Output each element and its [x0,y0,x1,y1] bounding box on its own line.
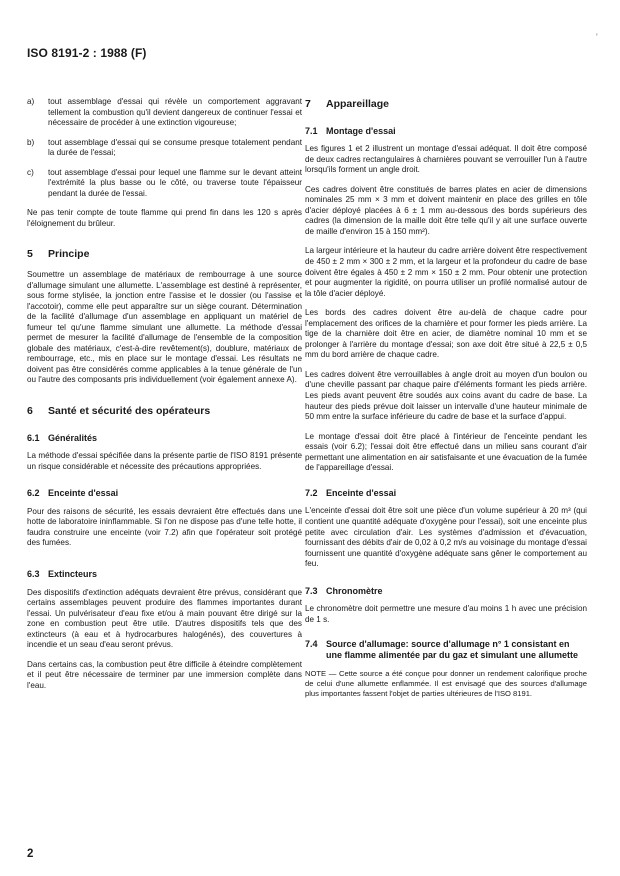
list-item-c: c) tout assemblage d'essai pour lequel une flamme sur le devant atteint l'extrémité la plus basse ou le côté, ou traverse toute l'épaisseur pendant la durée de l'essai. [27,167,302,198]
section-6-3-text-2: Dans certains cas, la combustion peut être difficile à éteindre complètement et il peut être nécessaire de terminer par une immersion complète dans l'eau. [27,659,302,690]
flame-note-paragraph: Ne pas tenir compte de toute flamme qui prend fin dans les 120 s après l'éloignement du brûleur. [27,208,302,228]
section-7-1-heading: 7.1 Montage d'essai [305,125,396,136]
section-6-1-heading: 6.1 Généralités [27,432,98,443]
section-7-3-text: Le chronomètre doit permettre une mesure d'au moins 1 h avec une précision de 1 s. [305,604,587,624]
section-6-3-text-1: Des dispositifs d'extinction adéquats devraient être prévus, considérant que certains assemblages peuvent produire des flammes importantes durant l'essai. Un pulvérisateur d'eau fixe et/ou à main pouvant être dirigé sur la zone en combustion peut être utile. D'autres dispositifs tels que des extincteurs (à eau et à hydrocarbures halogénés), des couvertures à incendie et un seau d'eau seront prévus. [27,587,302,650]
section-6-2-heading: 6.2 Enceinte d'essai [27,488,119,499]
section-7-heading: 7 Appareillage [305,98,390,110]
right-column [305,97,587,699]
list-item-b: b) tout assemblage d'essai qui se consume presque totalement pendant la durée de l'essai; [27,137,302,158]
section-5-heading: 5 Principe [27,248,90,261]
section-6-1-text: La méthode d'essai spécifiée dans la présente partie de l'ISO 8191 présente un risque considérable et nécessite des précautions appropriées. [27,451,302,471]
section-7-4-note: NOTE — Cette source a été conçue pour donner un rendement calorifique proche de celui d'une allumette enflammée. Il est envisagé que des sources d'allumage plus importantes fassent l'objet de parties ultérieures de l'ISO 8191. [305,669,587,698]
page-number: 2 [27,848,34,860]
section-7-1-para-6: Le montage d'essai doit être placé à l'intérieur de l'enceinte pendant les essais (voir 6.2); l'essai doit être effectué dans un milieu sans courant d'air permettant une alimentation en air satisfaisante et une évacuation de la fumée de l'appareillage d'essai. [305,431,587,473]
section-7-2-text: L'enceinte d'essai doit être soit une pièce d'un volume supérieur à 20 m³ (qui contient une quantité adéquate d'oxygène pour l'essai), soit une enceinte plus petite avec circulation d'air. Les systèmes d'admission et d'évacuation, fournissant des débits d'air de 0,02 à 0,2 m/s au voisinage du montage d'essai fournissent une quantité d'oxygène adéquate sans gêner le comportement au feu. [305,506,587,569]
section-6-3-heading: 6.3 Extincteurs [27,568,98,579]
left-column [27,97,302,700]
section-7-4-heading: 7.4 Source d'allumage: source d'allumage n° 1 consistant en une flamme alimentée par du gaz et simulant une allumette [305,639,579,661]
list-item-a: a) tout assemblage d'essai qui révèle un comportement aggravant tellement la combustion qu'il devient dangereux de continuer l'essai et nécessaire de procéder à une extinction vigoureuse; [27,97,302,128]
section-7-1-para-5: Les cadres doivent être verrouillables à angle droit au moyen d'un boulon ou d'une cheville passant par chaque paire d'éléments formant les pieds arrière. Les pieds avant peuvent être soudés aux coins avant du cadre de base. La hauteur des pieds prévue doit laisser un intervalle d'une hauteur minimale de 50 mm entre la surface inférieure du cadre de base et la surface d'appui. [305,369,587,422]
section-5-text: Soumettre un assemblage de matériaux de rembourrage à une source d'allumage simulant une allumette. L'assemblage est destiné à représenter, sous forme stylisée, la jonction entre l'assise et le dossier (ou l'assise et l'accotoir), comme elle peut apparaître sur un siège courant. Détermination de la facilité d'allumage d'un assemblage en appliquant un matériel de fumeur tel qu'une flamme simulant une allumette. La méthode d'essai permet de mesurer la facilité d'allumage de l'ensemble de la composition globale des matériaux, c'est-à-dire revêtement(s), doublure, matériaux de rembourrage, etc., mis en place sur le montage d'essai. Les résultats ne doivent pas être considérés comme applicables à la tenue générale de l'un ou l'autre des composants pris individuellement (voir également annexe A). [27,270,302,385]
document-header: ISO 8191-2 : 1988 (F) [27,46,147,60]
section-7-1-para-4: Les bords des cadres doivent être au-delà de chaque cadre pour l'emplacement des orifices de la charnière et pour former les pieds arrière. La tige de la charnière doit être en acier, de diamètre nominal 10 mm et se prolonger à l'arrière du montage d'essai; son axe doit être situé à 22,5 ± 0,5 mm du bord arrière de chaque cadre. [305,308,587,360]
edge-mark: ' [596,32,598,42]
section-7-1-para-3: La largeur intérieure et la hauteur du cadre arrière doivent être respectivement de 450 ± 2 mm × 300 ± 2 mm, et la largeur et la profondeur du cadre de base doivent être égales à 450 ± 2 mm × 150 ± 2 mm. Pour obtenir une protection et pour augmenter la rigidité, on pourra utiliser un profilé normalisé autour de la tôle d'acier déployé. [305,246,587,298]
section-7-3-heading: 7.3 Chronomètre [305,585,383,596]
section-7-1-para-2: Ces cadres doivent être constitués de barres plates en acier de dimensions nominales 25 mm × 3 mm et doivent maintenir en place des grilles en tôle d'acier déployé placées à 6 ± 1 mm au-dessous des bords supérieurs des cadres (la dimension de la maille doit être telle qu'il y ait une surface ouverte de maille d'environ 15 à 150 mm²). [305,184,587,236]
section-7-2-heading: 7.2 Enceinte d'essai [305,487,397,498]
section-6-2-text: Pour des raisons de sécurité, les essais devraient être effectués dans une hotte de laboratoire ininflammable. Si l'on ne dispose pas d'une telle hotte, il faudra construire une enceinte (voir 7.2) afin que l'opérateur soit protégé des fumées. [27,506,302,548]
section-7-1-para-1: Les figures 1 et 2 illustrent un montage d'essai adéquat. Il doit être composé de deux cadres rectangulaires à charnières pouvant se verrouiller l'un à l'autre lorsqu'ils forment un angle droit. [305,144,587,175]
section-6-heading: 6 Santé et sécurité des opérateurs [27,405,211,418]
